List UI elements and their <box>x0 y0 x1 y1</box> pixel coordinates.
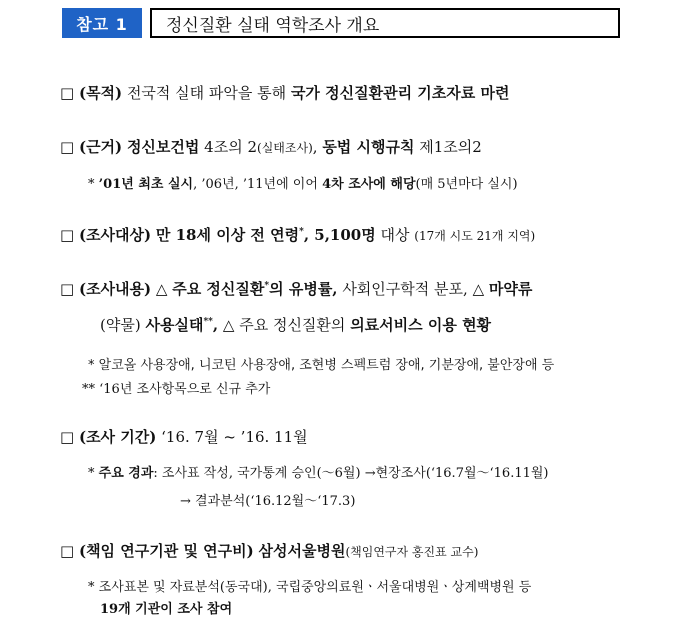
basis-law: 정신보건법 <box>126 138 200 156</box>
content-item1-text: 사회인구학적 분포, <box>342 280 468 298</box>
basis-comma: , <box>312 138 318 156</box>
purpose-line <box>60 82 509 103</box>
content-line2-bold2: 의료서비스 이용 현황 <box>350 316 492 334</box>
purpose-bold: 국가 정신질환관리 기초자료 마련 <box>290 84 510 102</box>
basis-note-end: (매 5년마다 실시) <box>415 177 518 192</box>
content-note-2 <box>82 378 270 397</box>
content-item2-bold: 마약류 <box>488 280 533 298</box>
content-line-1 <box>60 278 532 299</box>
period-label: (조사 기간) <box>78 428 157 446</box>
basis-note-bold2: 4차 조사에 해당 <box>322 177 416 192</box>
header <box>62 8 620 38</box>
target-text: 만 18세 이상 전 연령 <box>155 226 300 244</box>
period-note-bold: 주요 경과 <box>98 466 154 481</box>
institution-sub2-text: 19개 기관이 조사 참여 <box>100 602 233 617</box>
basis-note-bold: ’01년 최초 실시 <box>98 177 194 192</box>
note-star: * <box>88 466 95 481</box>
content-note-1 <box>88 354 554 373</box>
content-line2-text: 주요 정신질환의 <box>239 316 346 334</box>
content-line2-pre: (약물) <box>100 316 141 334</box>
target-count: , 5,100명 <box>303 226 376 244</box>
institution-line <box>60 540 478 561</box>
period-text: ‘16. 7월 ~ ’16. 11월 <box>161 428 308 446</box>
reference-badge: 참고 1 <box>62 8 142 38</box>
basis-article-note: (실태조사) <box>257 141 313 155</box>
basis-note-mid: , ’06년, ’11년에 이어 <box>193 177 318 192</box>
period-note2-text: → 결과분석(‘16.12월～‘17.3) <box>180 494 356 509</box>
triangle-icon: △ <box>222 316 235 334</box>
content-item1-bold2: 의 유병률, <box>269 280 338 298</box>
target-suffix: 대상 <box>380 226 410 244</box>
target-line <box>60 224 535 245</box>
note-star: ** <box>82 382 95 397</box>
checkbox-icon: □ <box>60 280 75 298</box>
basis-rule-article: 제1조의2 <box>419 138 482 156</box>
period-note-2 <box>180 490 355 509</box>
institution-note: (책임연구자 홍진표 교수) <box>345 545 479 559</box>
content-note1-text: 알코올 사용장애, 니코틴 사용장애, 조현병 스펙트럼 장애, 기분장애, 불안장애 등 <box>98 358 555 373</box>
target-note: (17개 시도 21개 지역) <box>414 229 536 243</box>
basis-article: 4조의 2 <box>204 138 258 156</box>
purpose-label: (목적) <box>78 84 123 102</box>
basis-note <box>88 173 518 192</box>
period-note <box>88 462 549 481</box>
checkbox-icon: □ <box>60 84 75 102</box>
content-item1-sup: * <box>264 281 270 291</box>
triangle-icon: △ <box>472 280 485 298</box>
content-label: (조사내용) <box>78 280 152 298</box>
institution-name: 삼성서울병원 <box>258 542 346 560</box>
purpose-text: 전국적 실태 파악을 통해 <box>126 84 287 102</box>
period-note-text: : 조사표 작성, 국가통계 승인(～6월) →현장조사(‘16.7월～‘16.11월) <box>153 466 549 481</box>
note-star: * <box>88 358 95 373</box>
content-line2-comma: , <box>212 316 219 334</box>
checkbox-icon: □ <box>60 138 75 156</box>
institution-sub1-text: 조사표본 및 자료분석(동국대), 국립중앙의료원ㆍ서울대병원ㆍ상계백병원 등 <box>98 580 532 595</box>
content-item1-bold: 주요 정신질환 <box>172 280 265 298</box>
basis-label: (근거) <box>78 138 123 156</box>
note-star: * <box>88 580 95 595</box>
institution-sub-2 <box>100 598 232 617</box>
note-star: * <box>88 177 95 192</box>
basis-line <box>60 136 482 157</box>
page-title: 정신질환 실태 역학조사 개요 <box>150 8 620 38</box>
content-line-2 <box>100 314 491 335</box>
content-line2-sup: ** <box>203 317 213 327</box>
content-line2-bold: 사용실태 <box>145 316 204 334</box>
institution-label: (책임 연구기관 및 연구비) <box>78 542 254 560</box>
target-label: (조사대상) <box>78 226 152 244</box>
content-note2-text: ‘16년 조사항목으로 신규 추가 <box>99 382 271 397</box>
target-sup: * <box>299 227 304 237</box>
checkbox-icon: □ <box>60 542 75 560</box>
checkbox-icon: □ <box>60 428 75 446</box>
period-line <box>60 426 308 447</box>
triangle-icon: △ <box>155 280 168 298</box>
basis-rule: 동법 시행규칙 <box>322 138 415 156</box>
institution-sub-1 <box>88 576 531 595</box>
checkbox-icon: □ <box>60 226 75 244</box>
